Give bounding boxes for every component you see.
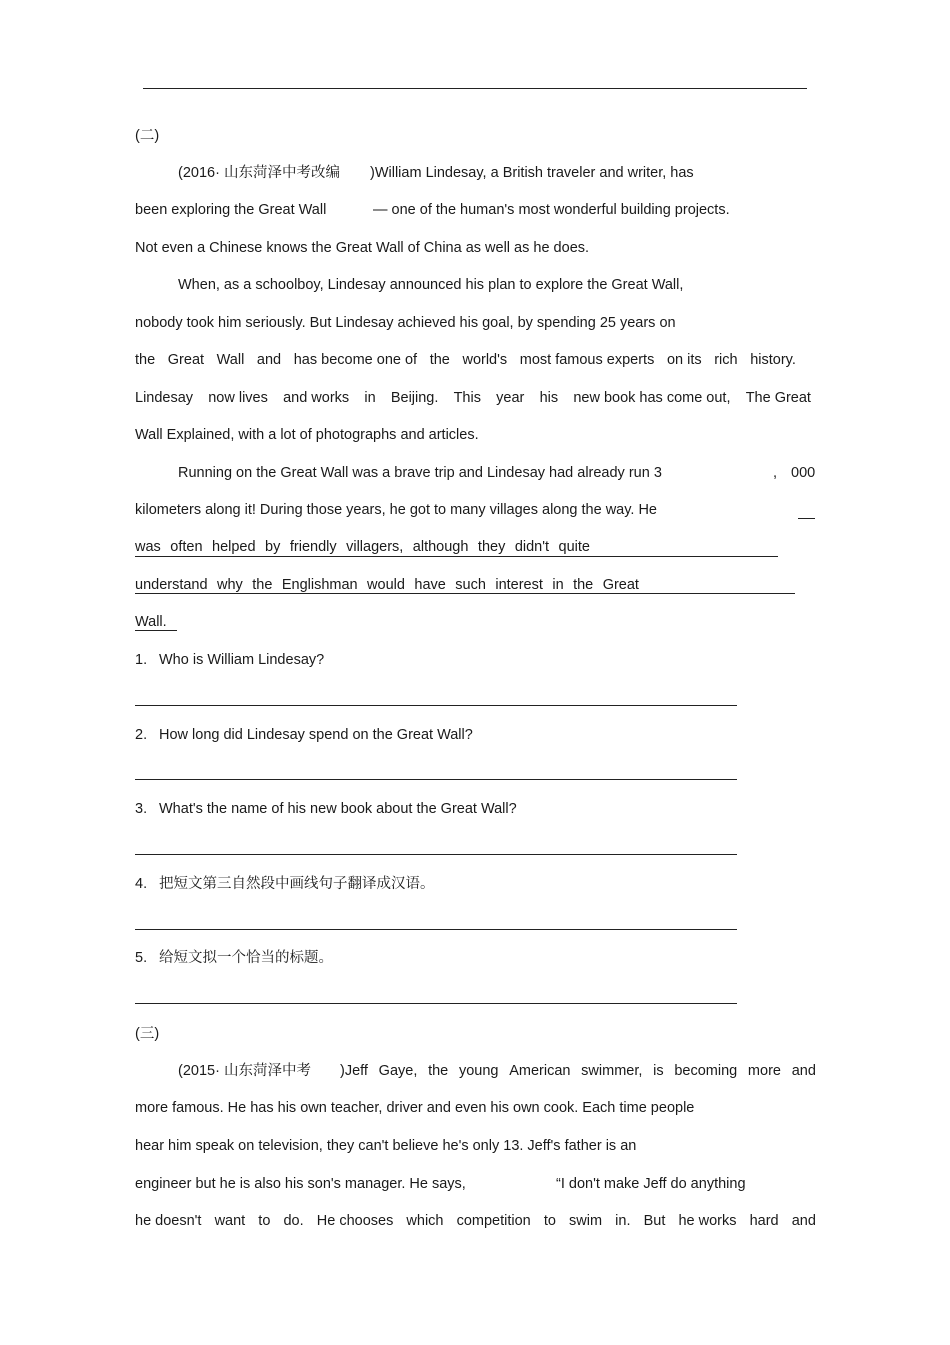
question-text: 给短文拟一个恰当的标题。 (159, 950, 333, 966)
paragraph-line: more famous. He has his own teacher, driver and even his own cook. Each time people (135, 1100, 695, 1116)
question-number: 4. (135, 876, 148, 892)
paragraph-line: nobody took him seriously. But Lindesay achieved his goal, by spending 25 years on (135, 315, 676, 331)
answer-line[interactable] (135, 705, 737, 706)
question-number: 2. (135, 727, 148, 743)
underlined-sentence-line: Wall. (135, 614, 167, 630)
paragraph-line: hear him speak on television, they can't believe he's only 13. Jeff's father is an (135, 1138, 637, 1154)
sentence-underline (135, 556, 778, 557)
paragraph-line: been exploring the Great Wall (135, 202, 327, 218)
underline-mark (798, 518, 815, 519)
sentence-underline (135, 593, 795, 594)
paragraph-line: Wall Explained, with a lot of photographs and articles. (135, 427, 479, 443)
paragraph-line: , (773, 465, 778, 481)
question-number: 1. (135, 652, 148, 668)
paragraph-line: Not even a Chinese knows the Great Wall of China as well as he does. (135, 240, 590, 256)
paragraph-line-justified: )Jeff Gaye, the young American swimmer, is becoming more and (340, 1063, 816, 1079)
underlined-sentence-line: understand why the Englishman would have such interest in the Great (135, 577, 639, 593)
question-text: What's the name of his new book about the Great Wall? (159, 801, 517, 817)
paragraph-line: “I don't make Jeff do anything (556, 1176, 746, 1192)
answer-line[interactable] (135, 1003, 737, 1004)
underlined-sentence-line: was often helped by friendly villagers, although they didn't quite (135, 539, 590, 555)
paragraph-line: )William Lindesay, a British traveler and writer, has (370, 165, 694, 181)
paragraph-line-justified: Lindesay now lives and works in Beijing. This year his new book has come out, The Great (135, 390, 811, 406)
source-note: (2016· 山东菏泽中考改编 (178, 165, 340, 181)
paragraph-line: — one of the human's most wonderful building projects. (373, 202, 730, 218)
paragraph-line: kilometers along it! During those years, he got to many villages along the way. He (135, 502, 657, 518)
paragraph-line: Running on the Great Wall was a brave trip and Lindesay had already run 3 (178, 465, 662, 481)
sentence-underline (135, 630, 177, 631)
paragraph-line-justified: the Great Wall and has become one of the world's most famous experts on its rich history. (135, 352, 796, 368)
question-text: Who is William Lindesay? (159, 652, 325, 668)
question-text: How long did Lindesay spend on the Great Wall? (159, 727, 473, 743)
paragraph-line: When, as a schoolboy, Lindesay announced his plan to explore the Great Wall, (178, 277, 684, 293)
paragraph-line: engineer but he is also his son's manager. He says, (135, 1176, 466, 1192)
header-rule (143, 88, 807, 89)
paragraph-line-justified: he doesn't want to do. He chooses which competition to swim in. But he works hard and (135, 1213, 816, 1229)
source-note: (2015· 山东菏泽中考 (178, 1063, 311, 1079)
answer-line[interactable] (135, 929, 737, 930)
question-number: 5. (135, 950, 148, 966)
section-label: (三) (135, 1026, 160, 1042)
section-label: (二) (135, 128, 160, 144)
answer-line[interactable] (135, 779, 737, 780)
question-text: 把短文第三自然段中画线句子翻译成汉语。 (159, 876, 435, 892)
paragraph-line: 000 (791, 465, 816, 481)
answer-line[interactable] (135, 854, 737, 855)
question-number: 3. (135, 801, 148, 817)
